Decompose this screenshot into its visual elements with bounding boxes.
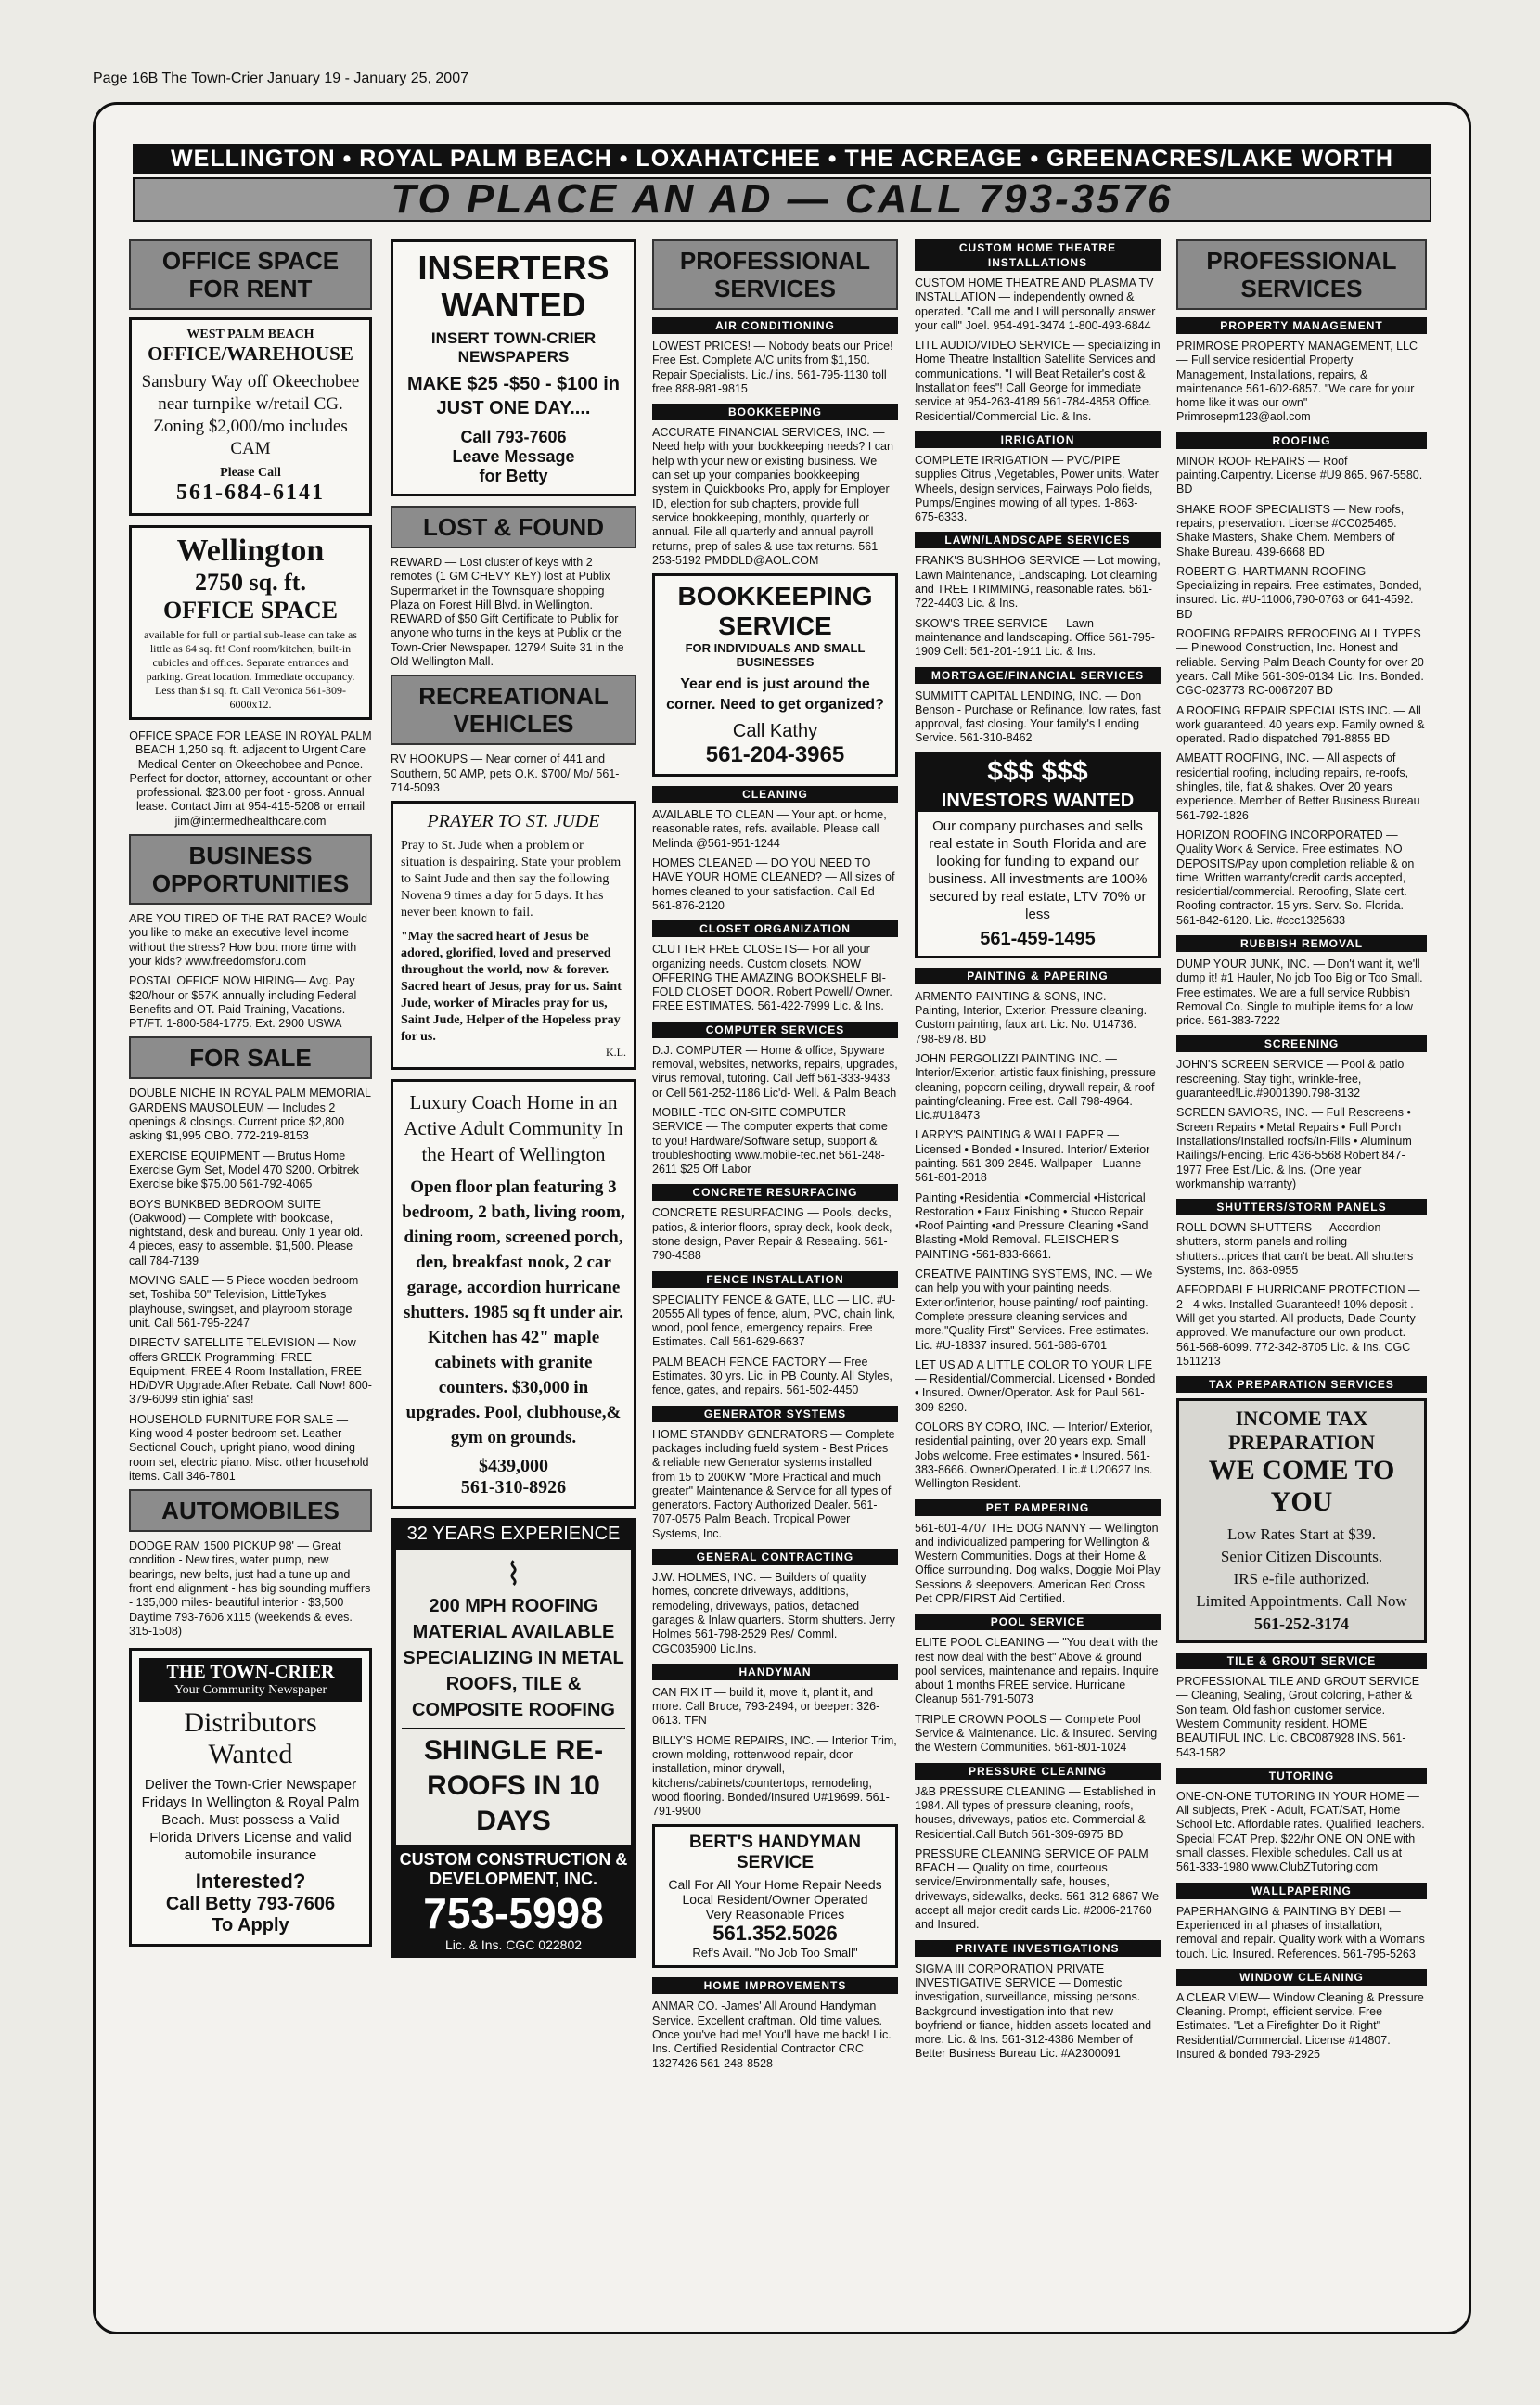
classified-ad: JOHN'S SCREEN SERVICE — Pool & patio rescreening. Stay tight, wrinkle-free, guaranteed!Lic.#9001390.798-3132 bbox=[1176, 1058, 1405, 1100]
category-bar: TUTORING bbox=[1176, 1768, 1427, 1784]
category-bar: SCREENING bbox=[1176, 1035, 1427, 1052]
prayer-title: PRAYER TO ST. JUDE bbox=[427, 811, 600, 832]
classified-ad: SIGMA III CORPORATION PRIVATE INVESTIGATIVE SERVICE — Domestic investigation, surveillance, missing persons. Background investigation into that new boyfriend or fiance, hidden assets located and more. Lic. & Ins. 561-312-4386 Member of Better Business Bureau Lic. #A2300091 bbox=[915, 1961, 1152, 2061]
category-bar: LAWN/LANDSCAPE SERVICES bbox=[915, 532, 1161, 548]
ad-line: Open floor plan featuring 3 bedroom, 2 bath, living room, dining room, screened porch, den, breakfast nook, 2 car garage, accordion hurricane shutters. 1985 sq ft under air. Kitchen has 42" maple cabinets with granite counters. $30,000 in upgrades. Pool, clubhouse,& gym on grounds. bbox=[402, 1177, 625, 1448]
classified-ad: AFFORDABLE HURRICANE PROTECTION — 2 - 4 wks. Installed Guaranteed! 10% deposit . Will get you started. All products, Dade County approved. We manufacture our own product. 561-568-6099. 772-342-8705 Lic. & Ins. CGC 1511213 bbox=[1176, 1283, 1420, 1368]
column-3 bbox=[652, 239, 898, 2318]
classified-ad: SUMMITT CAPITAL LENDING, INC. — Don Benson - Purchase or Refinance, low rates, fast approval, fast closing. Your family's Lending Service. 561-310-8462 bbox=[915, 688, 1161, 745]
distributors-ad bbox=[129, 1648, 372, 1947]
category-bar: COMPUTER SERVICES bbox=[652, 1022, 898, 1038]
logo-subtitle: Your Community Newspaper bbox=[173, 1683, 327, 1698]
ad-line: Luxury Coach Home in an Active Adult Community In the Heart of Wellington bbox=[404, 1091, 623, 1166]
category-bar: IRRIGATION bbox=[915, 431, 1161, 448]
classified-ad: PRIMROSE PROPERTY MANAGEMENT, LLC — Full service residential Property Management, Installations, repairs, & maintenance 561-602-6857. "We care for your home like it was our own" Primrosepm123@aol.com bbox=[1176, 340, 1418, 424]
classified-ad: CUSTOM HOME THEATRE AND PLASMA TV INSTALLATION — independently owned & operated. "Call me and I will personally answer your call" Joel. 954-491-3474 1-800-493-6844 bbox=[915, 277, 1156, 332]
roofing-inner bbox=[396, 1550, 631, 1845]
ad-line: INCOME TAX PREPARATION bbox=[1227, 1407, 1376, 1455]
ad-line: IRS e-file authorized. bbox=[1233, 1570, 1370, 1588]
ad-line: Ref's Avail. "No Job Too Small" bbox=[692, 1946, 858, 1961]
rv-heading: RECREATIONAL VEHICLES bbox=[391, 675, 636, 745]
page-folio: Page 16B The Town-Crier January 19 - January 25, 2007 bbox=[93, 71, 468, 86]
classified-ad: A CLEAR VIEW— Window Cleaning & Pressure Cleaning. Prompt, efficient service. Free Estimates. "Let a Firefighter Do it Right" Residential/Commercial. License #14807. Insured & bonded 793-2925 bbox=[1176, 1990, 1424, 2062]
lost-found-heading: LOST & FOUND bbox=[391, 506, 636, 548]
category-bar: TILE & GROUT SERVICE bbox=[1176, 1653, 1427, 1669]
prayer-ad bbox=[391, 801, 636, 1070]
category-bar: MORTGAGE/FINANCIAL SERVICES bbox=[915, 667, 1161, 684]
category-bar: AIR CONDITIONING bbox=[652, 317, 898, 334]
ad-line: Lic. & Ins. CGC 022802 bbox=[444, 1937, 583, 1953]
category-bar: CLOSET ORGANIZATION bbox=[652, 920, 898, 937]
ad-line: Very Reasonable Prices bbox=[705, 1907, 845, 1923]
classified-ad: ACCURATE FINANCIAL SERVICES, INC. — Need help with your bookkeeping needs? I can help with your new or existing business. We can set up your companies bookkeeping system in Quickbooks Pro, apply for Employer ID, election for sub chapters, provide full service bookkeeping, monthly, quarterly or annual. File all quarterly and annual payroll returns, prep of sales & use tax returns. 561-253-5192 PMDDLD@AOL.COM bbox=[652, 426, 893, 567]
ad-line: Sansbury Way off Okeechobee near turnpike w/retail CG. Zoning $2,000/mo includes CAM bbox=[141, 372, 360, 458]
ad-line: Distributors bbox=[184, 1707, 317, 1739]
category-bar: POOL SERVICE bbox=[915, 1614, 1161, 1630]
classified-ad: SPECIALITY FENCE & GATE, LLC — LIC. #U-20555 All types of fence, alum, PVC, chain link, wood, pool fence, emergency repairs. Free Estimates. Call 561-629-6637 bbox=[652, 1293, 896, 1349]
classified-ad: REWARD — Lost cluster of keys with 2 remotes (1 GM CHEVY KEY) lost at Publix Supermarket in the Townsquare shopping Plaza on Forest Hill Blvd. in Wellington. REWARD of $50 Gift Certificate to Publix for anyone who turns in the keys at Publix or the Town-Crier Newspaper. 12794 Suite 31 in the Old Wellington Mall. bbox=[391, 556, 624, 669]
towns-banner: WELLINGTON • ROYAL PALM BEACH • LOXAHATCHEE • THE ACREAGE • GREENACRES/LAKE WORTH bbox=[133, 144, 1431, 174]
classified-ad: A ROOFING REPAIR SPECIALISTS INC. — All work guaranteed. 40 years exp. Family owned & operated. Radio dispatched 791-8855 BD bbox=[1176, 703, 1425, 746]
category-bar: CONCRETE RESURFACING bbox=[652, 1184, 898, 1201]
roofing-ad bbox=[391, 1518, 636, 1958]
ad-line: Senior Citizen Discounts. bbox=[1220, 1548, 1383, 1566]
classified-ad: AVAILABLE TO CLEAN — Your apt. or home, reasonable rates, refs. available. Please call Melinda @561-951-1244 bbox=[652, 808, 887, 850]
office-warehouse-ad bbox=[129, 317, 372, 516]
classified-ad: LET US AD A LITTLE COLOR TO YOUR LIFE — Residential/Commercial. Licensed • Bonded • Insured. Owner/Operator. Ask for Paul 561-309-8290. bbox=[915, 1357, 1156, 1414]
category-bar: CLEANING bbox=[652, 786, 898, 803]
automobiles-heading: AUTOMOBILES bbox=[129, 1489, 372, 1532]
ad-phone: 561-310-8926 bbox=[460, 1477, 567, 1498]
inserters-ad bbox=[391, 239, 636, 496]
classified-ad: Painting •Residential •Commercial •Historical Restoration • Faux Finishing • Stucco Repair •Roof Painting •and Pressure Cleaning •Sand Blasting •Mold Removal. FLEISCHER'S PAINTING •561-833-6661. bbox=[915, 1190, 1149, 1261]
ad-line: FOR INDIVIDUALS AND SMALL BUSINESSES bbox=[685, 641, 866, 670]
classified-ad: COMPLETE IRRIGATION — PVC/PIPE supplies Citrus ,Vegetables, Power units. Water Wheels, design services, Fairways Polo fields, Pumps/Engines mowing of all types. 1-863-675-6333. bbox=[915, 453, 1159, 524]
category-bar: RUBBISH REMOVAL bbox=[1176, 935, 1427, 952]
category-bar: PET PAMPERING bbox=[915, 1499, 1161, 1516]
town-crier-logo bbox=[139, 1658, 362, 1702]
column-4 bbox=[915, 239, 1161, 2318]
classified-ad: FRANK'S BUSHHOG SERVICE — Lot mowing, Lawn Maintenance, Landscaping. Lot clearning and TREE TRIMMING, reasonable rates. 561-722-4403 Lic. & Ins. bbox=[915, 554, 1161, 611]
fish-icon: ⌇ bbox=[506, 1557, 521, 1593]
ad-line: Interested? bbox=[195, 1870, 306, 1894]
classified-ad: BOYS BUNKBED BEDROOM SUITE (Oakwood) — Complete with bookcase, nightstand, desk and bureau. Only 1 year old. 4 pieces, easy to assemble. $1,500. Please call 784-7139 bbox=[129, 1197, 364, 1267]
ad-line: Call 793-7606 bbox=[460, 428, 567, 446]
classified-ad: HOUSEHOLD FURNITURE FOR SALE — King wood 4 poster bedroom set. Leather Sectional Couch, upright piano, wood dining room set, electric piano. Misc. other household items. Call 346-7801 bbox=[129, 1412, 369, 1483]
logo-title: THE TOWN-CRIER bbox=[166, 1662, 335, 1683]
classified-ad: J&B PRESSURE CLEANING — Established in 1984. All types of pressure cleaning, roofs, houses, driveways, patios etc. Commercial & Residential.Call Butch 561-309-6975 BD bbox=[915, 1784, 1156, 1841]
classified-ad: POSTAL OFFICE NOW HIRING— Avg. Pay $20/hour or $57K annually including Federal Benefits and OT. Paid Training, Vacations. PT/FT. 1-800-584-1775. Ext. 2900 USWA bbox=[129, 974, 357, 1031]
classified-ad: LITL AUDIO/VIDEO SERVICE — specializing in Home Theatre Installtion Satellite Services and communications. "I will Beat Retailer's cost & Installation fees"! Call George for immediate service at 954-263-4189 561-784-4858 Office. Residential/Commercial Lic. & Ins. bbox=[915, 339, 1161, 423]
ad-line: Call Betty 793-7606 bbox=[165, 1894, 336, 1915]
classified-ad: J.W. HOLMES, INC. — Builders of quality homes, concrete driveways, additions, remodeling, driveways, patios, detached garages & Inlaw quarters. Storm shutters. Jerry Holmes 561-798-2529 Res/ Comml. CGC035900 Lic.Ins. bbox=[652, 1571, 895, 1655]
classified-ad: ANMAR CO. -James' All Around Handyman Service. Excellent craftman. Old time values. Once you've had me! You'll have me back! Lic. Ins. Certified Residential Contractor CRC 1327426 561-248-8528 bbox=[652, 2000, 892, 2070]
ad-line: Low Rates Start at $39. bbox=[1226, 1525, 1377, 1544]
ad-line: Wellington bbox=[176, 534, 325, 568]
category-bar: BOOKKEEPING bbox=[652, 404, 898, 420]
classified-ad: ARMENTO PAINTING & SONS, INC. — Painting, Interior, Exterior. Pressure cleaning. Custom painting, faux art. Lic. No. U14736. 798-8978. BD bbox=[915, 989, 1148, 1046]
investors-ad bbox=[915, 752, 1161, 958]
classified-ad: CLUTTER FREE CLOSETS— For all your organizing needs. Custom closets. NOW OFFERING THE AMAZING BOOKSHELF BI-FOLD CLOSET DOOR. Robert Powell/ Owner. FREE ESTIMATES. 561-422-7999 Lic. & Ins. bbox=[652, 943, 892, 1013]
ad-line: available for full or partial sub-lease can take as little as 64 sq. ft! Conf room/kitchen, built-in cubicles and offices. Separate entrances and parking. Great location. Immediate occupancy. Less than $1 sq. ft. Call Veronica 561-309-6000x12. bbox=[144, 628, 357, 711]
category-bar: CUSTOM HOME THEATRE INSTALLATIONS bbox=[915, 239, 1161, 271]
ad-phone: 561-204-3965 bbox=[705, 742, 845, 768]
category-bar: GENERAL CONTRACTING bbox=[652, 1549, 898, 1565]
classified-ad: HORIZON ROOFING INCORPORATED — Quality Work & Service. Free estimates. NO DEPOSITS/Pay upon completion reliable & on time. Written warranty/credit cards accepted, residential/commercial. Reroofing, Slate cert. Roofing contractor. 15 yrs. Serv. So. Florida. 561-842-6120. Lic. #ccc1325633 bbox=[1176, 828, 1415, 927]
ad-line: CUSTOM CONSTRUCTION & DEVELOPMENT, INC. bbox=[399, 1850, 628, 1889]
ad-line: OFFICE SPACE bbox=[162, 597, 339, 624]
ad-line: BERT'S HANDYMAN SERVICE bbox=[688, 1833, 862, 1873]
classified-ad: 561-601-4707 THE DOG NANNY — Wellington and individualized pampering for Wellington & Western Communities. Dogs at their Home & Office surrounding. Dog walks, Doggie Moi Play Sessions & sleepovers. American Red Cross Pet CPR/FIRST Aid Certified. bbox=[915, 1521, 1161, 1605]
classified-ad: PAPERHANGING & PAINTING BY DEBI — Experienced in all phases of installation, removal and repair. Quality work with a Womans touch. Lic. Insured. References. 561-795-5263 bbox=[1176, 1904, 1425, 1961]
classified-ad: ELITE POOL CLEANING — "You dealt with the rest now deal with the best" Above & ground pool services, maintenance and repairs. Inquire about 1 months FREE service. Hurricane Cleanup 561-791-5073 bbox=[915, 1636, 1159, 1706]
ad-line: WANTED bbox=[441, 286, 586, 324]
category-bar: PAINTING & PAPERING bbox=[915, 968, 1161, 984]
classified-ad: SKOW'S TREE SERVICE — Lawn maintenance and landscaping. Office 561-795-1909 Cell: 561-201-1911 Lic. & Ins. bbox=[915, 616, 1155, 659]
ad-line: for Betty bbox=[479, 467, 548, 485]
classified-ad: SHAKE ROOF SPECIALISTS — New roofs, repairs, preservation. License #CC025465. Shake Masters, Shake Chem. Members of Shake Bureau. 439-6668 BD bbox=[1176, 502, 1405, 559]
ad-line: BOOKKEEPING SERVICE bbox=[677, 582, 873, 641]
professional-services-heading: PROFESSIONAL SERVICES bbox=[652, 239, 898, 310]
ad-line: Year end is just around the corner. Need to get organized? bbox=[666, 676, 884, 714]
classified-ad: DUMP YOUR JUNK, INC. — Don't want it, we'll dump it! #1 Hauler, No job Too Big or Too Small. Free estimates. We are a full service Rubbish Removal Co. Single to multiple items for a low price. 561-383-7222 bbox=[1176, 957, 1423, 1028]
column-2 bbox=[391, 239, 636, 2318]
ad-phone: 753-5998 bbox=[423, 1889, 604, 1938]
ad-line: Leave Message bbox=[452, 447, 575, 466]
classified-ad: MOBILE -TEC ON-SITE COMPUTER SERVICE — The computer experts that come to you! Hardware/Software setup, support & troubleshooting www.mobile-tec.net 561-248-2611 $25 Off Labor bbox=[652, 1105, 888, 1177]
coach-home-ad bbox=[391, 1079, 636, 1509]
tax-prep-ad bbox=[1176, 1398, 1427, 1643]
classified-ad: BILLY'S HOME REPAIRS, INC. — Interior Trim, crown molding, rottenwood repair, door installation, minor drywall, kitchens/cabinets/countertops, remodeling, wood flooring. Bonded/Insured U#19699. 561-791-9900 bbox=[652, 1733, 897, 1819]
ad-phone: 561.352.5026 bbox=[712, 1922, 838, 1946]
classified-ad: SCREEN SAVIORS, INC. — Full Rescreens • Screen Repairs • Metal Repairs • Full Porch Installations/Installed roofs/In-Fills • Aluminum Railings/Fencing. Eric 436-5568 Robert 847-1977 Free Est./Lic. & Ins. (One year workmanship warranty) bbox=[1176, 1106, 1412, 1190]
ad-price: $439,000 bbox=[479, 1456, 548, 1477]
classified-ad: DOUBLE NICHE IN ROYAL PALM MEMORIAL GARDENS MAUSOLEUM — Includes 2 openings & closings. Current price $2,800 asking $1,995 OBO. 772-219-8153 bbox=[129, 1087, 371, 1143]
classified-ad: D.J. COMPUTER — Home & office, Spyware removal, websites, networks, repairs, upgrades, virus removal, tutoring. Call Jeff 561-333-9433 or Cell 561-252-1186 Lic'd- Well. & Palm Beach bbox=[652, 1043, 898, 1100]
classified-ad: EXERCISE EQUIPMENT — Brutus Home Exercise Gym Set, Model 470 $200. Orbitrek Exercise bike $75.00 561-792-4065 bbox=[129, 1149, 360, 1191]
classified-ad: CREATIVE PAINTING SYSTEMS, INC. — We can help you with your painting needs. Exterior/interior, house painting/ roof painting. Complete pressure cleaning services and more."Quality First" Services. Free estimates. Lic. #U-18337 insured. 561-686-6701 bbox=[915, 1267, 1153, 1352]
classified-ad: CAN FIX IT — build it, move it, plant it, and more. Call Bruce, 793-2494, or beeper: 326-0613. TFN bbox=[652, 1685, 880, 1728]
classified-ad: RV HOOKUPS — Near corner of 441 and Southern, 50 AMP, pets O.K. $700/ Mo/ 561-714-5093 bbox=[391, 752, 620, 794]
ad-line: WE COME TO YOU bbox=[1208, 1455, 1395, 1518]
ad-line: WEST PALM BEACH bbox=[186, 328, 314, 341]
ad-line: Call For All Your Home Repair Needs bbox=[668, 1877, 882, 1893]
ad-line: 200 MPH ROOFING MATERIAL AVAILABLE SPECIALIZING IN METAL ROOFS, TILE & COMPOSITE ROOFING bbox=[403, 1596, 624, 1721]
ad-line: Our company purchases and sells real estate in South Florida and are looking for funding to expand our business. All investments are 100% secured by real estate, LTV 70% or less bbox=[928, 817, 1148, 922]
category-bar: ROOFING bbox=[1176, 432, 1427, 449]
ad-line: OFFICE/WAREHOUSE bbox=[148, 342, 353, 365]
place-ad-banner: TO PLACE AN AD — CALL 793-3576 bbox=[133, 177, 1431, 222]
prayer-quote: "May the sacred heart of Jesus be adored, glorified, loved and preserved throughout the world, now & forever. Sacred heart of Jesus, pray for us. Saint Jude, worker of Miracles pray for us, Saint Jude, Helper of the Hopeless pray for us. bbox=[401, 930, 622, 1045]
classified-ad: PRESSURE CLEANING SERVICE OF PALM BEACH — Quality on time, courteous service/Environmentally safe, houses, driveways, sidewalks, decks. 561-312-6867 We accept all major credit cards Lic. #2006-21760 and Insured. bbox=[915, 1846, 1160, 1932]
ad-line: MAKE $25 -$50 - $100 in JUST ONE DAY.... bbox=[407, 374, 620, 418]
ad-line: INVESTORS WANTED bbox=[918, 790, 1158, 812]
ad-phone: 561-459-1495 bbox=[980, 928, 1096, 949]
dollar-house-icon: $$$ $$$ bbox=[918, 754, 1158, 790]
ad-line: To Apply bbox=[212, 1915, 289, 1936]
prayer-body: Pray to St. Jude when a problem or situation is despairing. State your problem to Saint Jude and then say the following Novena 9 times a day for 5 days. It has never been known to fail. bbox=[401, 839, 622, 920]
ad-phone: 561-252-3174 bbox=[1254, 1614, 1349, 1634]
category-bar: PRIVATE INVESTIGATIONS bbox=[915, 1940, 1161, 1957]
category-bar: HOME IMPROVEMENTS bbox=[652, 1977, 898, 1994]
ad-line: 32 YEARS EXPERIENCE bbox=[406, 1524, 621, 1545]
category-bar: TAX PREPARATION SERVICES bbox=[1176, 1376, 1427, 1393]
ad-line: Limited Appointments. Call Now bbox=[1196, 1592, 1407, 1611]
ad-line: Deliver the Town-Crier Newspaper Fridays In Wellington & Royal Palm Beach. Must possess a Valid Florida Drivers License and valid automobile insurance bbox=[141, 1777, 360, 1864]
classified-ad: JOHN PERGOLIZZI PAINTING INC. — Interior/Exterior, artistic faux finishing, pressure cleaning, popcorn ceiling, drywall repair, & roof painting/cleaning. Free est. Call 798-4964. Lic.#U18473 bbox=[915, 1051, 1156, 1123]
prayer-initials: K.L. bbox=[606, 1046, 626, 1060]
ad-line: SHINGLE RE-ROOFS IN 10 DAYS bbox=[423, 1735, 604, 1837]
classified-ad: LARRY'S PAINTING & WALLPAPER — Licensed • Bonded • Insured. Interior/ Exterior painting. 561-309-2845. Wallpaper - Luanne 561-801-2018 bbox=[915, 1128, 1150, 1185]
category-bar: GENERATOR SYSTEMS bbox=[652, 1406, 898, 1422]
column-1 bbox=[129, 239, 372, 2318]
classified-ad: LOWEST PRICES! — Nobody beats our Price! Free Est. Complete A/C units from $1,150. Repair Specialists. Lic./ ins. 561-795-1130 toll free 888-981-9815 bbox=[652, 340, 893, 395]
category-bar: WINDOW CLEANING bbox=[1176, 1969, 1427, 1986]
classified-ad: PALM BEACH FENCE FACTORY — Free Estimates. 30 yrs. Lic. in PB County. All Styles, fence, gates, and repairs. 561-502-4450 bbox=[652, 1355, 892, 1397]
berts-handyman-ad bbox=[652, 1824, 898, 1968]
ad-phone: 561-684-6141 bbox=[176, 481, 325, 505]
ad-line: Please Call bbox=[220, 466, 281, 480]
classified-ad: ONE-ON-ONE TUTORING IN YOUR HOME — All subjects, PreK - Adult, FCAT/SAT, Home School Etc. Affordable rates. Qualified Teachers. Special FCAT Prep. $22/hr ONE ON ONE with small classes. Flexible schedules. Call us at 561-333-1980 www.ClubZTutoring.com bbox=[1176, 1789, 1425, 1874]
classified-ad: CONCRETE RESURFACING — Pools, decks, patios, & interior floors, spray deck, kook deck, stone design, Paver Repair & Resealing. 561-790-4588 bbox=[652, 1206, 892, 1263]
column-5 bbox=[1176, 239, 1427, 2318]
classified-ad: TRIPLE CROWN POOLS — Complete Pool Service & Maintenance. Lic. & Insured. Serving the Western Communities. 561-801-1024 bbox=[915, 1712, 1158, 1755]
ad-line: Call Kathy bbox=[732, 721, 818, 742]
professional-services-heading: PROFESSIONAL SERVICES bbox=[1176, 239, 1427, 310]
office-space-heading: OFFICE SPACE FOR RENT bbox=[129, 239, 372, 310]
classified-ad: HOME STANDBY GENERATORS — Complete packages including fueld system - Best Prices & reliable new Generator systems installed from 15 to 200KW "More Practical and much greater" Maintenance & Service for all types of generators. Factory Authorized Dealer. 561-707-0575 Palm Beach. Tropical Power Systems, Inc. bbox=[652, 1427, 895, 1540]
ad-line: INSERTERS bbox=[417, 249, 610, 287]
ad-line: INSERT TOWN-CRIER NEWSPAPERS bbox=[430, 329, 597, 366]
classified-ad: AMBATT ROOFING, INC. — All aspects of residential roofing, including repairs, re-roofs, shingles, tile, flat & shakes. Over 20 years experience. Member of Better Business Bureau 561-792-1826 bbox=[1176, 752, 1420, 822]
category-bar: WALLPAPERING bbox=[1176, 1883, 1427, 1899]
category-bar: SHUTTERS/STORM PANELS bbox=[1176, 1199, 1427, 1215]
wellington-office-ad bbox=[129, 525, 372, 720]
bookkeeping-box-ad bbox=[652, 573, 898, 777]
category-bar: FENCE INSTALLATION bbox=[652, 1271, 898, 1288]
category-bar: PRESSURE CLEANING bbox=[915, 1763, 1161, 1780]
lease-ad: OFFICE SPACE FOR LEASE IN ROYAL PALM BEACH 1,250 sq. ft. adjacent to Urgent Care Medical Center on Okeechobee and Ponce. Perfect for doctor, attorney, accountant or other professional. $23.00 per foot - gross. Annual lease. Contact Jim at 954-415-5208 or email jim@intermedhealthcare.com bbox=[129, 729, 372, 828]
classified-ad: ARE YOU TIRED OF THE RAT RACE? Would you like to make an executive level income without the stress? How bout more time with your kids? www.freedomsforu.com bbox=[129, 912, 368, 968]
classified-ad: PROFESSIONAL TILE AND GROUT SERVICE — Cleaning, Sealing, Grout coloring, Father & Son team. Old fashion customer service. Western Community resident. HOME BEAUTIFUL INC. Lic. CBC087928 INS. 561-543-1582 bbox=[1176, 1675, 1420, 1759]
classified-ad: ROOFING REPAIRS REROOFING ALL TYPES — Pinewood Construction, Inc. Honest and reliable. Serving Palm Beach County for over 20 years. Call Mike 561-309-0134 Lic. Ins. Bonded. CGC-023773 RC-0067207 BD bbox=[1176, 627, 1424, 698]
classified-ad: DODGE RAM 1500 PICKUP 98' — Great condition - New tires, water pump, new bearings, new belts, just had a tune up and front end alignment - has big sounding mufflers - 135,000 miles- beautiful interior - $3,500 Daytime 793-7606 x115 (weekends & eves. 315-1508) bbox=[129, 1539, 371, 1638]
classified-ad: ROBERT G. HARTMANN ROOFING — Specializing in repairs. Free estimates, Bonded, insured. Lic. #U-11006,790-0763 or 641-4592. BD bbox=[1176, 564, 1422, 621]
classified-ad: ROLL DOWN SHUTTERS — Accordion shutters, storm panels and rolling shutters...prices that can't be beat. All shutters Systems, Inc. 863-0955 bbox=[1176, 1221, 1414, 1278]
category-bar: HANDYMAN bbox=[652, 1664, 898, 1680]
classified-ad: HOMES CLEANED — DO YOU NEED TO HAVE YOUR HOME CLEANED? — All sizes of homes cleaned to your satisfaction. Call Ed 561-876-2120 bbox=[652, 856, 895, 912]
classified-ad: MINOR ROOF REPAIRS — Roof painting.Carpentry. License #U9 865. 967-5580. BD bbox=[1176, 454, 1423, 496]
ad-line: Wanted bbox=[208, 1739, 293, 1770]
business-heading: BUSINESS OPPORTUNITIES bbox=[129, 834, 372, 905]
ad-line: 2750 sq. ft. bbox=[195, 569, 306, 596]
classified-ad: MOVING SALE — 5 Piece wooden bedroom set, Toshiba 50" Television, LittleTykes playhouse, swingset, and playroom storage unit. Call 561-795-2247 bbox=[129, 1274, 359, 1330]
classifieds-frame bbox=[93, 102, 1471, 2334]
for-sale-heading: FOR SALE bbox=[129, 1036, 372, 1079]
classified-ad: DIRECTV SATELLITE TELEVISION — Now offers GREEK Programming! FREE Equipment, FREE 4 Room Installation, FREE HD/DVR Upgrade.After Rebate. Call Now! 800-379-6099 stin ighia' sas! bbox=[129, 1336, 372, 1407]
category-bar: PROPERTY MANAGEMENT bbox=[1176, 317, 1427, 334]
ad-line: Local Resident/Owner Operated bbox=[682, 1892, 868, 1908]
classified-ad: COLORS BY CORO, INC. — Interior/ Exterior, residential painting, over 20 years exp. Small Jobs welcome. Free estimates • Insured. 561-383-8666. Owner/Operated. Lic.# U20627 Ins. Wellington Resident. bbox=[915, 1421, 1153, 1491]
